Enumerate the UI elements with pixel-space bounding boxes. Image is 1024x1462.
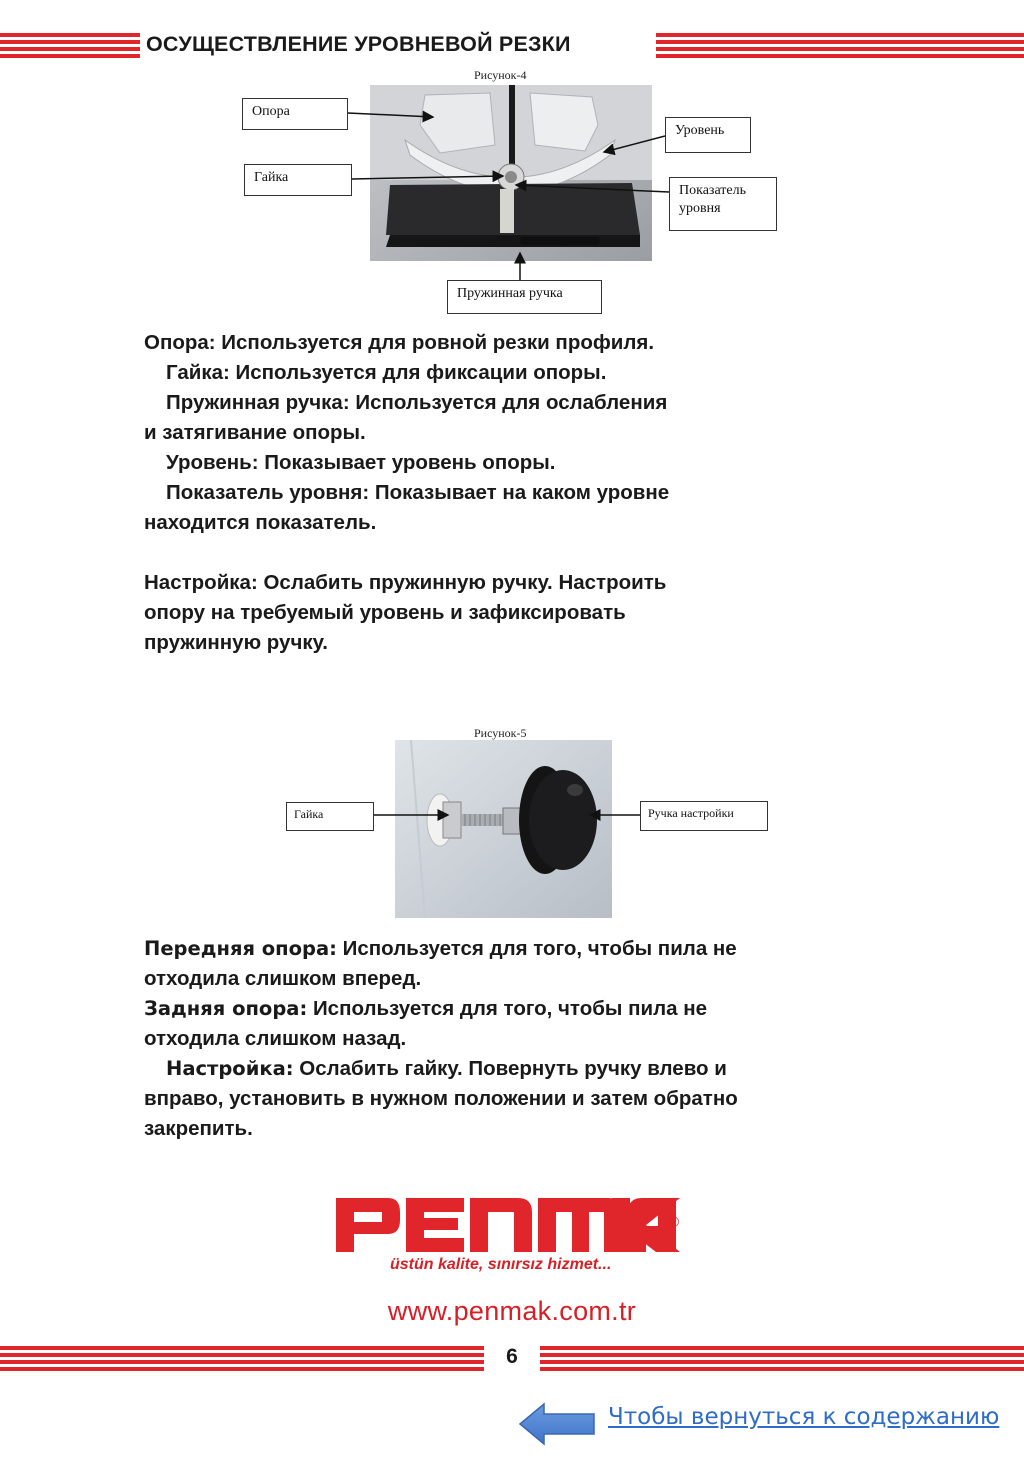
figure-4-arrows — [0, 0, 1024, 340]
back-to-contents-link[interactable]: Чтобы вернуться к содержанию — [608, 1404, 1000, 1430]
footer-stripes-left — [0, 1346, 484, 1372]
para-ruchka: Пружинная ручка: Используется для ослабления — [166, 391, 668, 414]
para-pokazatel-cont: находится показатель. — [144, 511, 377, 534]
back-label: Задняя опора: — [144, 997, 308, 1020]
para-back-opora — [144, 994, 914, 1024]
back-arrow-icon[interactable] — [518, 1402, 598, 1446]
penmak-slogan: üstün kalite, sınırsız hizmet... — [390, 1256, 612, 1273]
figure-4-label-uroven: Уровень — [665, 117, 751, 153]
penmak-k-mark — [612, 1190, 692, 1260]
registered-mark: ® — [668, 1214, 680, 1231]
para-front-cont: отходила слишком вперед. — [144, 967, 422, 990]
adjust-text: Ослабить гайку. Повернуть ручку влево и — [293, 1057, 727, 1080]
front-label: Передняя опора: — [144, 937, 337, 960]
arrow-uroven — [604, 136, 665, 152]
para-pokazatel: Показатель уровня: Показывает на каком уровне — [166, 481, 670, 504]
figure-4-label-opora: Опора — [242, 98, 348, 130]
figure-4-label-pokazatel: Показатель уровня — [669, 177, 777, 231]
para-ruchka-cont: и затягивание опоры. — [144, 421, 366, 444]
para-adjust — [144, 1054, 914, 1084]
page-number: 6 — [506, 1345, 518, 1368]
para-gaika: Гайка: Используется для фиксации опоры. — [166, 361, 607, 384]
figure-4-label-ruchka: Пружинная ручка — [447, 280, 602, 314]
figure-4-label-gaika: Гайка — [244, 164, 352, 196]
arrow-pokazatel — [516, 185, 669, 192]
spacer — [144, 538, 904, 568]
penmak-url-wrap — [0, 1296, 1024, 1327]
figure-5-label-ruchka: Ручка настройки — [640, 801, 768, 831]
arrow-gaika — [352, 176, 503, 179]
front-text: Используется для того, чтобы пила не — [336, 937, 737, 960]
para-adjust-cont2: закрепить. — [144, 1117, 253, 1140]
back-text: Используется для того, чтобы пила не — [307, 997, 707, 1020]
para-nastroyka-cont2: пружинную ручку. — [144, 631, 328, 654]
para-adjust-cont: вправо, установить в нужном положении и затем обратно — [144, 1087, 738, 1110]
footer-stripes-right — [540, 1346, 1024, 1372]
page-title: ОСУЩЕСТВЛЕНИЕ УРОВНЕВОЙ РЕЗКИ — [146, 32, 571, 56]
figure-5-arrows — [0, 780, 1024, 860]
adjust-label: Настройка: — [166, 1057, 294, 1080]
para-front-opora — [144, 934, 914, 964]
penmak-url: www.penmak.com.tr — [387, 1296, 637, 1326]
para-uroven: Уровень: Показывает уровень опоры. — [166, 451, 556, 474]
arrow-opora — [348, 113, 433, 117]
para-opora: Опора: Используется для ровной резки профиля. — [144, 331, 655, 354]
para-back-cont: отходила слишком назад. — [144, 1027, 407, 1050]
section-2-text — [144, 934, 914, 1144]
figure-5-label-gaika: Гайка — [286, 802, 374, 831]
para-nastroyka: Настройка: Ослабить пружинную ручку. Настроить — [144, 571, 667, 594]
figure-5-caption: Рисунок-5 — [474, 726, 527, 740]
section-1-text — [144, 328, 904, 658]
figure-4-caption: Рисунок-4 — [474, 68, 527, 82]
para-nastroyka-cont: опору на требуемый уровень и зафиксировать — [144, 601, 626, 624]
